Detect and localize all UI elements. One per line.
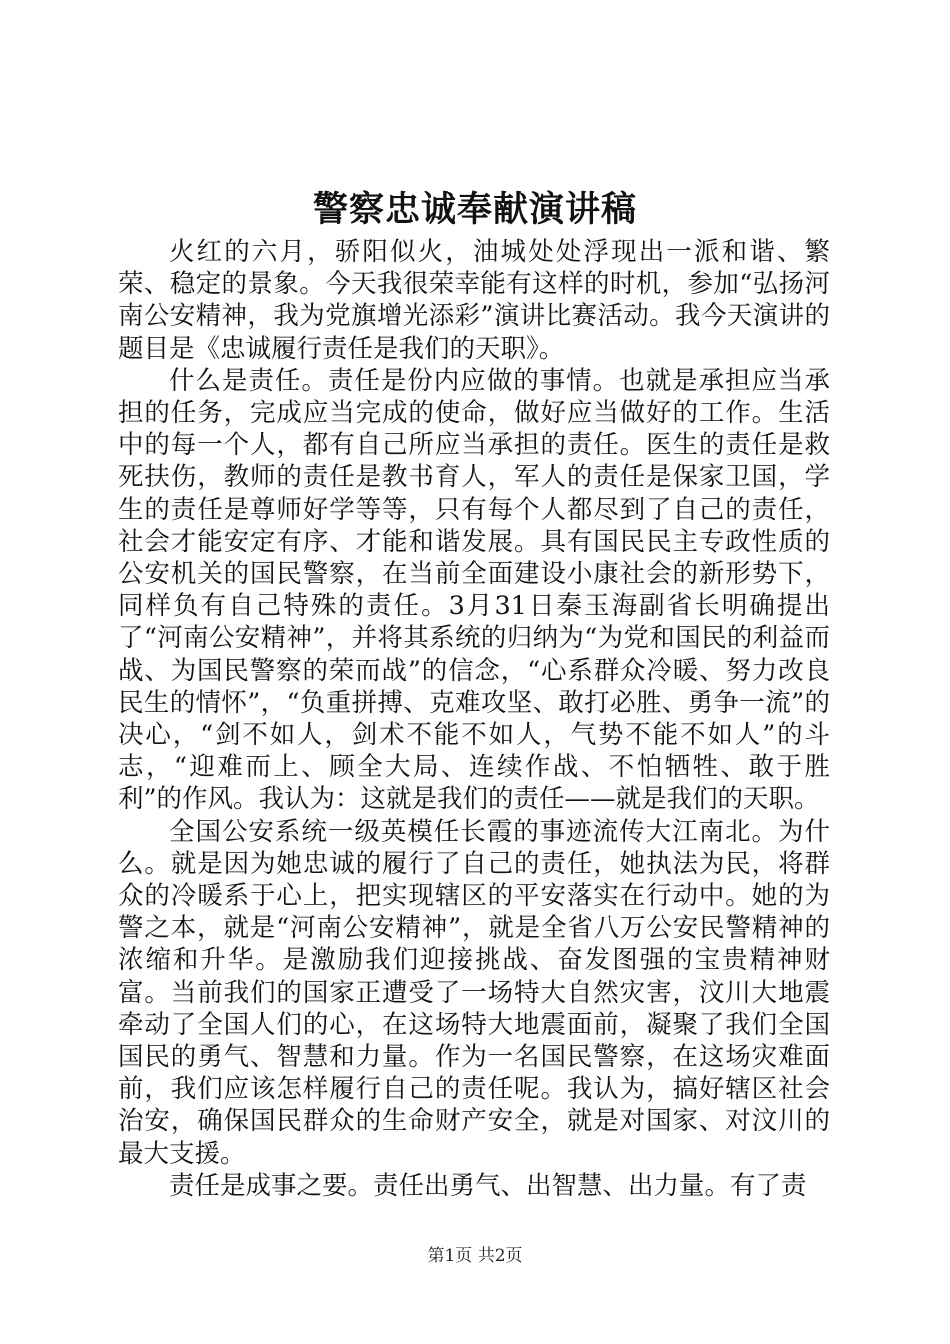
page-footer: 第1页 共2页 bbox=[427, 1246, 523, 1266]
paragraph: 什么是责任。责任是份内应做的事情。也就是承担应当承担的任务，完成应当完成的使命，做好应当做好的工作。生活中的每一个人，都有自己所应当承担的责任。医生的责任是救死扶伤，教师的责任是教书育人，军人的责任是保家卫国，学生的责任是尊师好学等等，只有每个人都尽到了自己的责任，社会才能安定有序、才能和谐发展。具有国民民主专政性质的公安机关的国民警察，在当前全面建设小康社会的新形势下，同样负有自己特殊的责任。3月31日秦玉海副省长明确提出了“河南公安精神”，并将其系统的归纳为“为党和国民的利益而战、为国民警察的荣而战”的信念，“心系群众冷暖、努力改良民生的情怀”，“负重拼搏、克难攻坚、敢打必胜、勇争一流”的决心，“剑不如人，剑术不能不如人，气势不能不如人”的斗志，“迎难而上、顾全大局、连续作战、不怕牺牲、敢于胜利”的作风。我认为：这就是我们的责任——就是我们的天职。 bbox=[118, 365, 830, 815]
document-title: 警察忠诚奉献演讲稿 bbox=[312, 189, 637, 230]
paragraph: 责任是成事之要。责任出勇气、出智慧、出力量。有了责 bbox=[169, 1170, 807, 1201]
paragraph: 火红的六月，骄阳似火，油城处处浮现出一派和谐、繁荣、稳定的景象。今天我很荣幸能有这样的时机，参加“弘扬河南公安精神，我为党旗增光添彩”演讲比赛活动。我今天演讲的题目是《忠诚履行责任是我们的天职》。 bbox=[118, 237, 830, 364]
document-body bbox=[118, 236, 830, 1202]
paragraph: 全国公安系统一级英模任长霞的事迹流传大江南北。为什么。就是因为她忠诚的履行了自己的责任，她执法为民，将群众的冷暖系于心上，把实现辖区的平安落实在行动中。她的为警之本，就是“河南公安精神”，就是全省八万公安民警精神的浓缩和升华。是激励我们迎接挑战、奋发图强的宝贵精神财富。当前我们的国家正遭受了一场特大自然灾害，汶川大地震牵动了全国人们的心，在这场特大地震面前，凝聚了我们全国国民的勇气、智慧和力量。作为一名国民警察，在这场灾难面前，我们应该怎样履行自己的责任呢。我认为，搞好辖区社会治安，确保国民群众的生命财产安全，就是对国家、对汶川的最大支援。 bbox=[118, 816, 830, 1169]
